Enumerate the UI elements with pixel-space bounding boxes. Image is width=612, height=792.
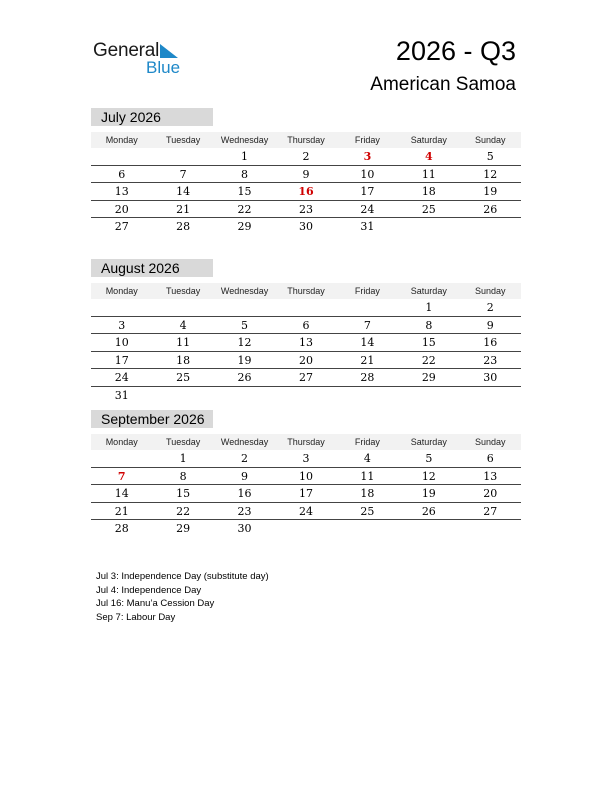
day-cell: 10 — [114, 336, 129, 349]
week-rows — [91, 450, 521, 537]
holiday-note: Jul 4: Independence Day — [96, 584, 202, 596]
day-cell: 5 — [241, 318, 249, 332]
day-cell: 10 — [298, 469, 313, 483]
day-cell — [152, 148, 213, 165]
day-cell — [275, 387, 336, 404]
day-cell: 28 — [360, 371, 375, 384]
day-cell: 28 — [176, 220, 191, 233]
day-cell: 29 — [237, 220, 252, 233]
day-cell: 4 — [424, 150, 433, 163]
day-cell: 11 — [421, 167, 436, 181]
page-title: 2026 - Q3 — [395, 36, 516, 66]
week-row — [91, 166, 521, 184]
day-cell: 9 — [302, 167, 310, 181]
day-cell: 29 — [421, 371, 436, 384]
day-cell: 11 — [360, 469, 375, 483]
day-cell — [275, 299, 336, 316]
weekday-label: Monday — [105, 135, 138, 145]
generalblue-logo — [93, 40, 193, 80]
day-cell: 19 — [237, 353, 252, 367]
day-cell: 30 — [237, 522, 252, 535]
holiday-note: Jul 3: Independence Day (substitute day) — [96, 571, 269, 582]
day-cell: 24 — [360, 202, 375, 216]
day-cell: 30 — [483, 371, 498, 384]
day-cell: 13 — [483, 469, 498, 483]
day-cell: 17 — [360, 185, 375, 198]
weekday-label: Monday — [105, 286, 138, 296]
month-label: July 2026 — [91, 108, 213, 126]
day-cell: 2 — [302, 150, 310, 163]
week-rows — [91, 299, 521, 403]
week-row — [91, 183, 521, 201]
week-row — [91, 520, 521, 537]
weekday-label: Saturday — [410, 437, 447, 447]
week-row — [91, 148, 521, 166]
day-cell: 15 — [237, 185, 252, 198]
logo-triangle-icon — [160, 44, 178, 58]
day-cell: 9 — [241, 469, 249, 483]
day-cell: 9 — [486, 318, 494, 332]
month-label: September 2026 — [91, 410, 213, 428]
week-row — [91, 387, 521, 404]
week-row — [91, 485, 521, 503]
weekday-label: Tuesday — [166, 286, 201, 296]
holiday-notes — [96, 570, 269, 624]
day-cell — [91, 148, 152, 165]
weekday-label: Saturday — [410, 286, 447, 296]
month-label: August 2026 — [91, 259, 213, 277]
day-cell — [398, 218, 459, 235]
day-cell: 12 — [237, 336, 252, 349]
day-cell: 27 — [114, 220, 129, 233]
week-row — [91, 317, 521, 335]
weekday-label: Wednesday — [220, 286, 269, 296]
month-july — [91, 108, 521, 235]
day-cell: 30 — [298, 220, 313, 233]
day-cell: 21 — [360, 353, 375, 367]
day-cell: 3 — [363, 150, 372, 163]
day-cell: 12 — [483, 167, 498, 181]
weekday-label: Sunday — [474, 135, 506, 145]
week-row — [91, 369, 521, 387]
weekday-label: Wednesday — [220, 437, 269, 447]
day-cell: 12 — [421, 469, 436, 483]
day-cell — [337, 387, 398, 404]
day-cell: 1 — [425, 301, 433, 314]
week-row — [91, 450, 521, 468]
day-cell — [275, 520, 336, 537]
day-cell: 7 — [179, 167, 187, 181]
weekday-label: Sunday — [474, 286, 506, 296]
day-cell: 4 — [363, 452, 371, 465]
weekday-label: Saturday — [410, 135, 447, 145]
day-cell — [337, 299, 398, 316]
day-cell: 27 — [298, 371, 313, 384]
day-cell — [460, 520, 521, 537]
day-cell: 22 — [421, 353, 436, 367]
day-cell: 25 — [176, 371, 191, 384]
day-cell: 28 — [114, 522, 129, 535]
week-rows — [91, 148, 521, 235]
weekday-label: Monday — [105, 437, 138, 447]
day-cell: 23 — [298, 202, 313, 216]
holiday-note: Jul 16: Manu’a Cession Day — [96, 598, 215, 609]
day-cell: 11 — [176, 336, 191, 349]
week-row — [91, 299, 521, 317]
weekday-label: Tuesday — [166, 437, 201, 447]
day-cell: 21 — [176, 202, 191, 216]
day-cell: 6 — [118, 167, 126, 181]
day-cell: 7 — [117, 469, 126, 483]
month-september — [91, 410, 521, 537]
day-cell: 18 — [421, 185, 436, 198]
day-cell: 17 — [298, 487, 313, 500]
weekday-label: Thursday — [287, 437, 325, 447]
weekday-label: Friday — [354, 135, 380, 145]
day-cell: 24 — [114, 371, 129, 384]
day-cell: 22 — [237, 202, 252, 216]
day-cell — [214, 387, 275, 404]
day-cell: 14 — [176, 185, 191, 198]
day-cell: 1 — [179, 452, 187, 465]
day-cell: 6 — [486, 452, 494, 465]
day-cell: 31 — [114, 388, 129, 402]
day-cell — [214, 299, 275, 316]
day-cell: 8 — [241, 167, 249, 181]
day-cell: 5 — [486, 150, 494, 163]
day-cell: 8 — [179, 469, 187, 483]
day-cell — [337, 520, 398, 537]
day-cell: 6 — [302, 318, 310, 332]
day-cell — [398, 520, 459, 537]
day-cell: 23 — [483, 353, 498, 367]
weekday-label: Friday — [354, 437, 380, 447]
weekday-label: Thursday — [287, 135, 325, 145]
day-cell: 19 — [421, 487, 436, 500]
day-cell: 25 — [421, 202, 436, 216]
day-cell: 14 — [360, 336, 375, 349]
day-cell: 16 — [483, 336, 498, 349]
week-row — [91, 352, 521, 370]
week-row — [91, 201, 521, 219]
day-cell — [460, 387, 521, 404]
day-cell: 25 — [360, 504, 375, 518]
week-row — [91, 218, 521, 235]
day-cell: 24 — [298, 504, 313, 518]
week-row — [91, 503, 521, 521]
day-cell: 16 — [298, 185, 314, 198]
logo-word-blue: Blue — [146, 58, 181, 77]
day-cell: 21 — [114, 504, 129, 518]
day-cell: 16 — [237, 487, 252, 500]
holiday-note: Sep 7: Labour Day — [96, 611, 176, 623]
weekday-label: Sunday — [474, 437, 506, 447]
day-cell: 26 — [421, 504, 436, 518]
weekday-header-row — [91, 434, 521, 450]
day-cell: 4 — [179, 318, 187, 332]
day-cell: 3 — [118, 318, 126, 332]
weekday-label: Wednesday — [220, 135, 269, 145]
day-cell: 26 — [237, 371, 252, 384]
weekday-header-row — [91, 132, 521, 148]
day-cell — [460, 218, 521, 235]
day-cell: 15 — [176, 487, 191, 500]
day-cell: 13 — [114, 185, 129, 198]
day-cell: 2 — [241, 452, 249, 465]
day-cell: 26 — [483, 202, 498, 216]
day-cell — [152, 387, 213, 404]
month-august — [91, 259, 521, 403]
day-cell: 1 — [241, 150, 249, 163]
day-cell: 20 — [298, 353, 313, 367]
weekday-header-row — [91, 283, 521, 299]
week-row — [91, 468, 521, 486]
day-cell — [91, 299, 152, 316]
day-cell: 13 — [298, 336, 313, 349]
day-cell: 17 — [114, 353, 129, 367]
day-cell — [152, 299, 213, 316]
day-cell: 31 — [360, 220, 375, 233]
day-cell: 14 — [114, 487, 129, 500]
weekday-label: Tuesday — [166, 135, 201, 145]
day-cell: 22 — [176, 504, 191, 518]
day-cell: 18 — [176, 353, 191, 367]
day-cell: 5 — [425, 452, 433, 465]
day-cell: 18 — [360, 487, 375, 500]
day-cell: 10 — [360, 167, 375, 181]
day-cell: 20 — [114, 202, 129, 216]
day-cell: 19 — [483, 185, 498, 198]
day-cell — [398, 387, 459, 404]
week-row — [91, 334, 521, 352]
day-cell: 2 — [486, 301, 494, 314]
logo-word-general: General — [93, 40, 160, 61]
day-cell: 20 — [483, 487, 498, 500]
day-cell — [91, 450, 152, 467]
day-cell: 23 — [237, 504, 252, 518]
day-cell: 27 — [483, 504, 498, 518]
weekday-label: Friday — [354, 286, 380, 296]
day-cell: 3 — [302, 452, 310, 465]
day-cell: 15 — [421, 336, 436, 349]
page-subtitle: American Samoa — [370, 74, 516, 95]
day-cell: 8 — [425, 318, 433, 332]
day-cell: 7 — [363, 318, 371, 332]
weekday-label: Thursday — [287, 286, 325, 296]
day-cell: 29 — [176, 522, 191, 535]
